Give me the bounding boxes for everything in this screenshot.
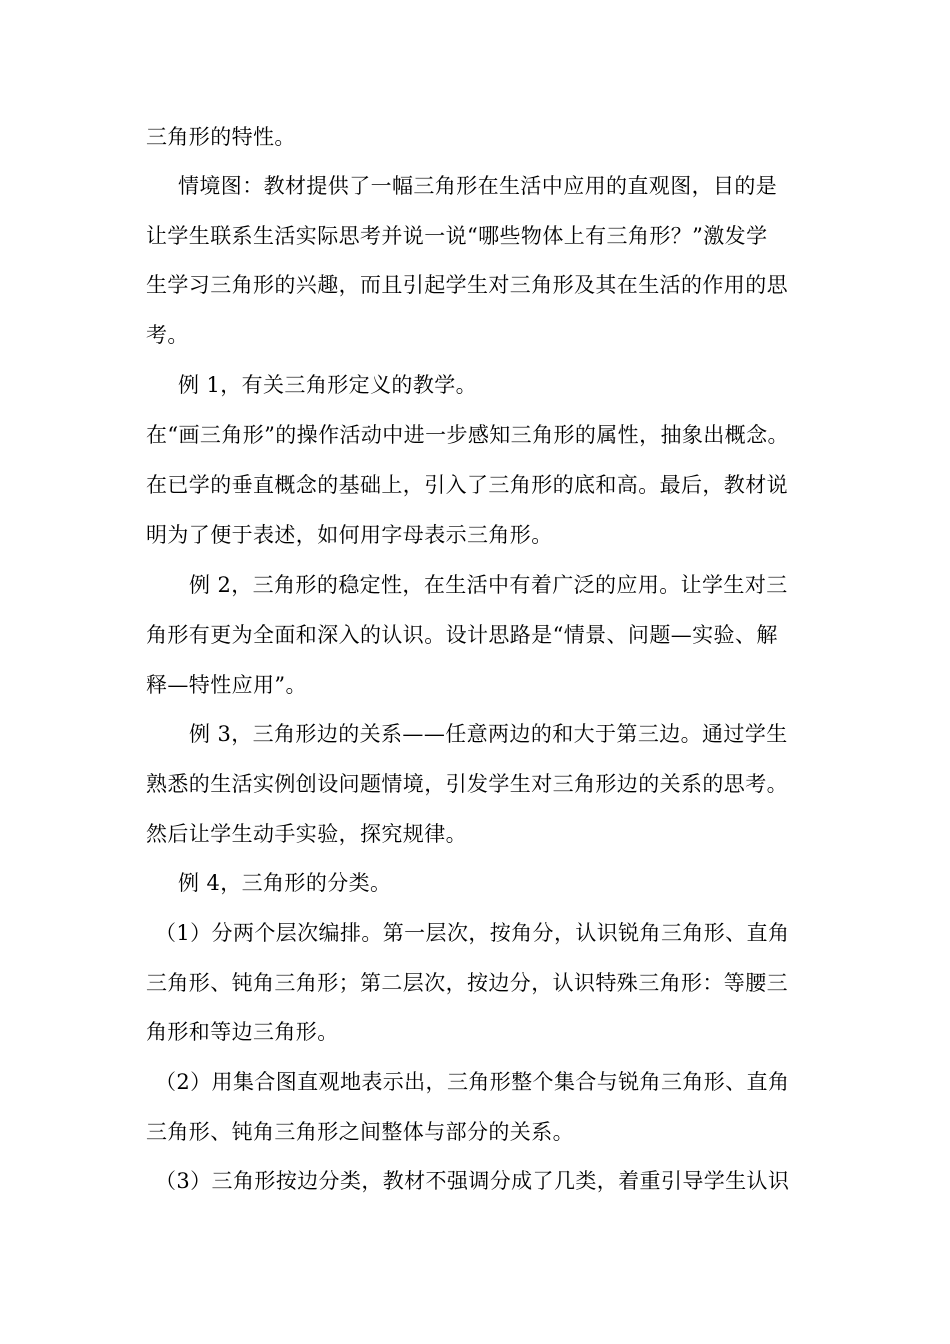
text-line-6: 例 1，有关三角形定义的教学。 bbox=[178, 373, 478, 397]
text-line-4: 生学习三角形的兴趣，而且引起学生对三角形及其在生活的作用的思 bbox=[146, 273, 788, 297]
text-line-8: 在已学的垂直概念的基础上，引入了三角形的底和高。最后，教材说 bbox=[146, 473, 788, 497]
text-line-21: 三角形、钝角三角形之间整体与部分的关系。 bbox=[146, 1120, 574, 1144]
text-line-17: （1）分两个层次编排。第一层次，按角分，认识锐角三角形、直角 bbox=[155, 921, 790, 945]
text-line-14: 熟悉的生活实例创设问题情境，引发学生对三角形边的关系的思考。 bbox=[146, 772, 788, 796]
text-line-13: 例 3，三角形边的关系——任意两边的和大于第三边。通过学生 bbox=[189, 722, 788, 746]
text-line-10: 例 2，三角形的稳定性，在生活中有着广泛的应用。让学生对三 bbox=[189, 573, 788, 597]
text-line-12: 释—特性应用”。 bbox=[146, 673, 307, 697]
text-line-18: 三角形、钝角三角形；第二层次，按边分，认识特殊三角形：等腰三 bbox=[146, 971, 788, 995]
text-line-9: 明为了便于表述，如何用字母表示三角形。 bbox=[146, 523, 553, 547]
text-line-16: 例 4，三角形的分类。 bbox=[178, 871, 392, 895]
text-line-2: 情境图：教材提供了一幅三角形在生活中应用的直观图，目的是 bbox=[178, 174, 778, 198]
text-line-3: 让学生联系生活实际思考并说一说“哪些物体上有三角形？”激发学 bbox=[146, 224, 768, 248]
text-line-20: （2）用集合图直观地表示出，三角形整个集合与锐角三角形、直角 bbox=[155, 1070, 790, 1094]
text-line-7: 在“画三角形”的操作活动中进一步感知三角形的属性，抽象出概念。 bbox=[146, 423, 789, 447]
text-line-15: 然后让学生动手实验，探究规律。 bbox=[146, 822, 467, 846]
text-line-5: 考。 bbox=[146, 323, 189, 347]
text-line-19: 角形和等边三角形。 bbox=[146, 1020, 339, 1044]
text-line-11: 角形有更为全面和深入的认识。设计思路是“情景、问题—实验、解 bbox=[146, 623, 778, 647]
text-line-1: 三角形的特性。 bbox=[146, 125, 296, 149]
text-line-22: （3）三角形按边分类，教材不强调分成了几类，着重引导学生认识 bbox=[155, 1169, 790, 1193]
